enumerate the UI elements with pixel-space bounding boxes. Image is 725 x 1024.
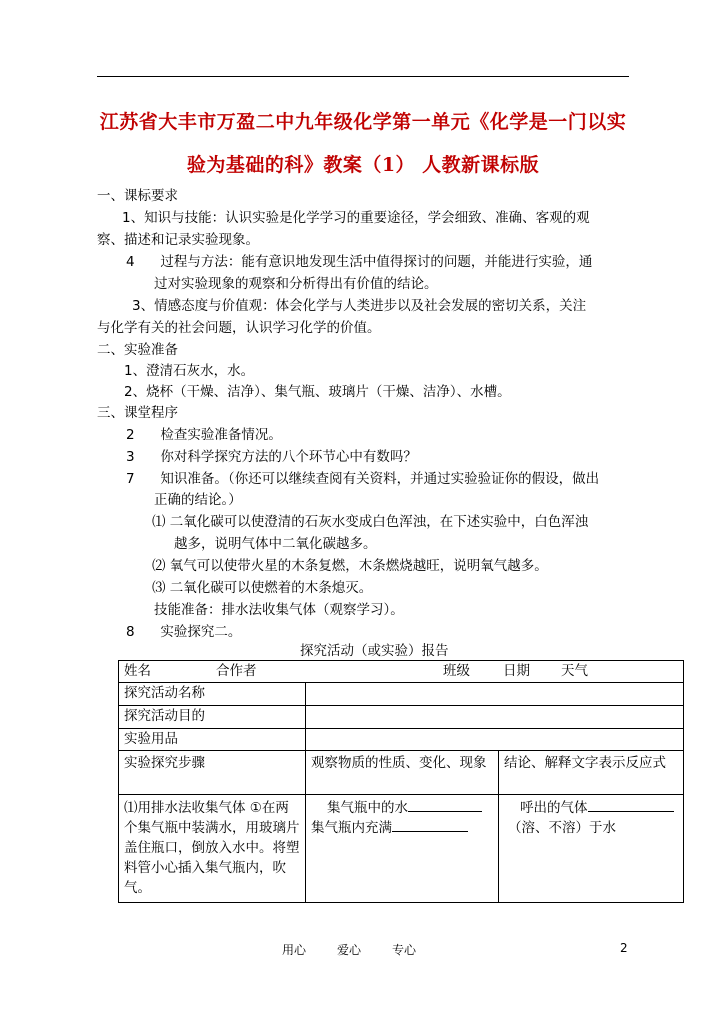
- observe1-cell: [306, 795, 499, 903]
- observe1a-blank: [408, 811, 482, 812]
- body-line: 越多，说明气体中二氧化碳越多。: [174, 536, 377, 552]
- footer-slogan-2: 爱心: [337, 943, 362, 957]
- observe1b-text: 集气瓶内充满: [311, 820, 392, 836]
- report-header-row: [119, 661, 684, 683]
- body-line: 2 检查实验准备情况。: [126, 427, 282, 443]
- activity-name-label: 探究活动名称: [119, 683, 306, 706]
- body-line: 1、知识与技能：认识实验是化学学习的重要途径，学会细致、准确、客观的观: [122, 210, 590, 226]
- body-line: 1、澄清石灰水，水。: [124, 363, 255, 379]
- section-heading-preparation: 二、实验准备: [97, 342, 178, 358]
- body-line: ⑵ 氧气可以使带火星的木条复燃，木条燃烧越旺，说明氧气越多。: [152, 558, 548, 574]
- section-heading-standards: 一、课标要求: [97, 188, 178, 204]
- class-label: 班级: [443, 663, 470, 679]
- activity-name-value: [306, 683, 684, 706]
- report-table: [118, 660, 684, 903]
- conclusion-header: 结论、解释文字表示反应式: [499, 751, 684, 795]
- weather-label: 天气: [561, 663, 588, 679]
- steps-header: 实验探究步骤: [119, 751, 306, 795]
- body-line: 2、烧杯（干燥、洁净）、集气瓶、玻璃片（干燥、洁净）、水槽。: [124, 384, 511, 400]
- body-line: 与化学有关的社会问题，认识学习化学的价值。: [97, 320, 381, 336]
- observe-header: 观察物质的性质、变化、现象: [306, 751, 499, 795]
- conclusion1a-text: 呼出的气体: [520, 800, 588, 816]
- body-line: 7 知识准备。（你还可以继续查阅有关资料，并通过实验验证你的假设，做出: [126, 471, 600, 487]
- body-line: 察、描述和记录实验现象。: [97, 232, 259, 248]
- body-line: 8 实验探究二。: [126, 624, 242, 640]
- body-line: 3 你对科学探究方法的八个环节心中有数吗？: [126, 449, 417, 465]
- body-line: 过对实验现象的观察和分析得出有价值的结论。: [154, 276, 438, 292]
- name-label: 姓名: [124, 663, 151, 679]
- date-label: 日期: [503, 663, 530, 679]
- conclusion1-cell: [499, 795, 684, 903]
- report-caption: 探究活动（或实验）报告: [300, 643, 449, 659]
- body-line: 正确的结论。）: [154, 492, 242, 508]
- body-line: ⑶ 二氧化碳可以使燃着的木条熄灭。: [152, 580, 373, 596]
- body-line: 技能准备：排水法收集气体（观察学习）。: [154, 602, 404, 618]
- body-line: ⑴ 二氧化碳可以使澄清的石灰水变成白色浑浊，在下述实验中，白色浑浊: [152, 514, 589, 530]
- step1-text: ⑴用排水法收集气体 ①在两个集气瓶中装满水，用玻璃片盖住瓶口，倒放入水中。将塑料管小心插入集气瓶内，吹气。: [119, 795, 306, 903]
- conclusion1a-blank: [588, 811, 674, 812]
- materials-label: 实验用品: [119, 729, 306, 751]
- body-line: 4 过程与方法：能有意识地发现生活中值得探讨的问题，并能进行实验，通: [126, 254, 593, 270]
- header-rule: [97, 76, 629, 77]
- document-title-line1: 江苏省大丰市万盈二中九年级化学第一单元《化学是一门以实: [99, 111, 627, 133]
- document-title-line2: 验为基础的科》教案（1） 人教新课标版: [186, 154, 540, 176]
- body-line: 3、情感态度与价值观：体会化学与人类进步以及社会发展的密切关系，关注: [132, 298, 587, 314]
- materials-value: [306, 729, 684, 751]
- activity-goal-label: 探究活动目的: [119, 706, 306, 729]
- footer-slogan-1: 用心: [282, 943, 307, 957]
- partner-label: 合作者: [216, 663, 257, 679]
- footer-slogan-3: 专心: [392, 943, 417, 957]
- activity-goal-value: [306, 706, 684, 729]
- observe1b-blank: [392, 831, 468, 832]
- observe1a-text: 集气瓶中的水: [327, 800, 408, 816]
- section-heading-procedure: 三、课堂程序: [97, 405, 178, 421]
- conclusion1b-text: （溶、不溶）于水: [508, 820, 616, 836]
- page-number: 2: [620, 941, 628, 955]
